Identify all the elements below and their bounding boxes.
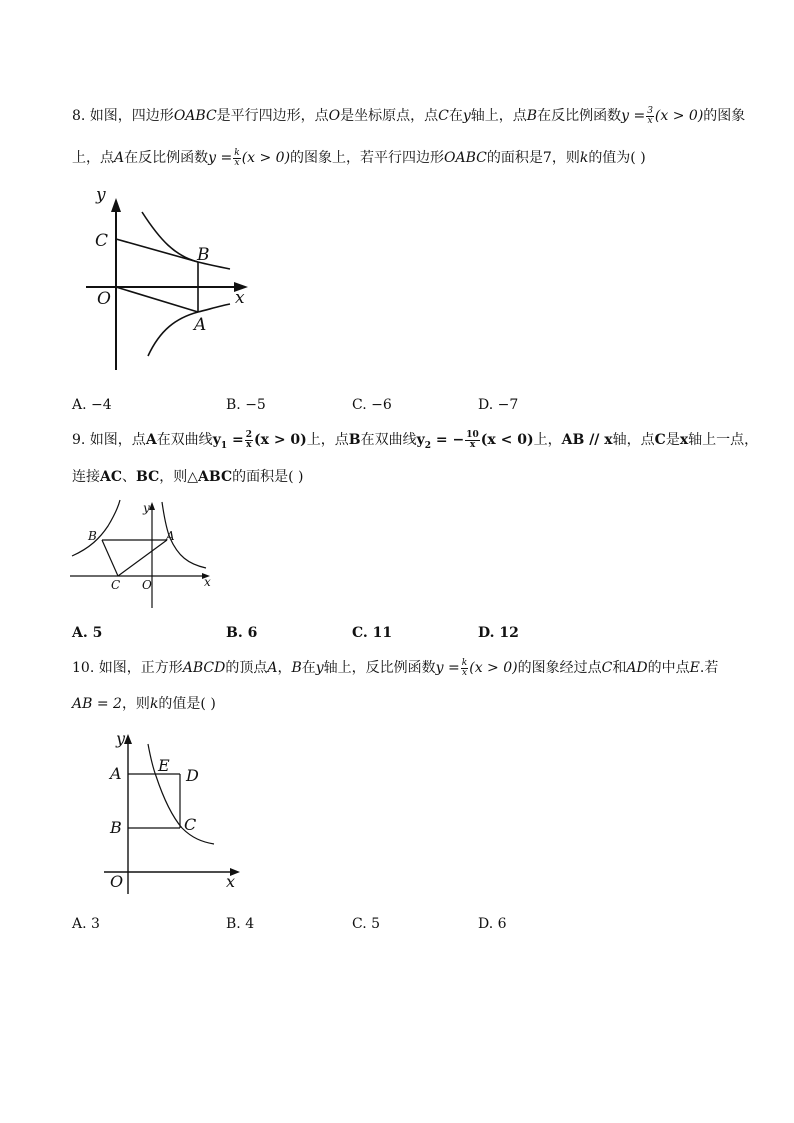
q9-label-x: x (204, 575, 211, 589)
q10-text: 的顶点 (225, 660, 268, 676)
q9-func2-num: 10 (466, 429, 479, 440)
q8-math-OABC: OABC (173, 108, 217, 124)
q10-math-E: E (689, 660, 700, 676)
q9-curve-left (72, 500, 120, 556)
q9-func2-eq: = − (431, 432, 465, 448)
q8-math-OABC: OABC (444, 150, 487, 166)
q10-label-A: A (110, 764, 122, 783)
q8-func2-cond: (x > 0) (241, 150, 291, 166)
q8-side-CB (116, 239, 198, 262)
q8-curve-upper (142, 212, 230, 269)
q9-math-BC: BC (136, 469, 160, 485)
q10-math-k: k (149, 696, 159, 712)
q9-math-triangle: △ABC (187, 469, 233, 485)
q8-text: 的图象 (703, 108, 746, 124)
q8-func1-lhs: y = (621, 108, 646, 124)
q9-option-d[interactable]: D. 12 (478, 625, 519, 641)
q8-option-b[interactable]: B. −5 (226, 397, 266, 413)
q8-option-c[interactable]: C. −6 (352, 397, 392, 413)
q9-func2-lhs: y (416, 432, 425, 448)
q9-text: 连接 (72, 469, 100, 485)
q10-func-den: x (461, 667, 468, 678)
q10-label-E: E (158, 756, 170, 775)
q9-func1-cond: (x > 0) (253, 432, 307, 448)
q10-label-O: O (110, 872, 124, 891)
q9-option-b[interactable]: B. 6 (226, 625, 258, 641)
q9-func1-fraction (245, 431, 253, 450)
q10-label-x: x (226, 872, 236, 891)
q10-option-c[interactable]: C. 5 (352, 916, 381, 932)
q8-stem-line2 (72, 148, 646, 168)
q9-text: 上， (533, 432, 562, 448)
q10-stem-line1 (72, 658, 718, 678)
q9-text: 在双曲线 (360, 432, 417, 448)
q9-func1-num: 2 (245, 429, 252, 440)
q8-math-C: C (438, 108, 449, 124)
q8-text: 的面积是7，则 (486, 150, 580, 166)
q9-side-BC (102, 540, 118, 576)
q10-text: ，则 (121, 696, 150, 712)
q9-option-c[interactable]: C. 11 (352, 625, 393, 641)
q9-math-A: A (145, 432, 157, 448)
q10-text: 和 (612, 660, 627, 676)
q9-label-A: A (166, 529, 175, 543)
q9-figure (70, 498, 215, 613)
q10-text: 10. 如图，正方形 (72, 660, 183, 676)
q8-label-x: x (235, 288, 245, 308)
q9-text: 轴上一点， (688, 432, 759, 448)
q8-func1-num: 3 (647, 105, 653, 116)
q8-option-d[interactable]: D. −7 (478, 397, 519, 413)
q9-side-CA (118, 540, 167, 576)
q9-text: 上，点 (306, 432, 349, 448)
q10-text: ， (277, 660, 292, 676)
q8-text: 的图象上，若平行四边形 (290, 150, 445, 166)
q8-text: 轴上，点 (470, 108, 527, 124)
q9-func2-sub: 2 (424, 440, 432, 451)
q10-label-y: y (116, 729, 126, 748)
q10-math-A: A (267, 660, 278, 676)
q10-label-B: B (110, 818, 122, 837)
q10-text: 的中点 (647, 660, 690, 676)
q9-text: 是 (665, 432, 680, 448)
q9-math-AC: AC (100, 469, 123, 485)
q10-math-B: B (291, 660, 302, 676)
q10-label-C: C (184, 815, 197, 834)
q8-label-A: A (194, 315, 207, 335)
q10-option-b[interactable]: B. 4 (226, 916, 255, 932)
q10-func-fraction (461, 659, 468, 678)
q10-func-cond: (x > 0) (469, 660, 518, 676)
q8-func1-fraction (646, 107, 654, 126)
q8-label-C: C (95, 231, 109, 251)
q10-text: 的图象经过点 (517, 660, 602, 676)
q9-func1-eq: = (227, 432, 244, 448)
q8-math-A: A (114, 150, 125, 166)
q8-option-a[interactable]: A. −4 (72, 397, 112, 413)
q9-func1-sub: 1 (220, 440, 228, 451)
q10-figure (100, 730, 250, 895)
q8-figure (80, 185, 260, 375)
q10-math-y: y (315, 660, 324, 676)
q8-text: 是坐标原点，点 (340, 108, 439, 124)
q8-y-arrow (111, 198, 121, 212)
q10-math-AD: AD (626, 660, 648, 676)
q10-option-d[interactable]: D. 6 (478, 916, 507, 932)
q10-stem-line2 (72, 694, 216, 714)
q8-text: 的值为( ) (588, 150, 646, 166)
q9-text: 9. 如图，点 (72, 432, 146, 448)
q8-curve-lower (148, 304, 230, 356)
q9-text: 的面积是( ) (232, 469, 304, 485)
q9-label-B: B (88, 529, 97, 543)
q10-func-lhs: y = (435, 660, 460, 676)
q10-math-C: C (601, 660, 613, 676)
q8-func2-num: k (234, 147, 240, 158)
q10-option-a[interactable]: A. 3 (72, 916, 100, 932)
q8-func1-cond: (x > 0) (654, 108, 704, 124)
q9-func2-fraction (465, 431, 480, 450)
q8-func1-den: x (647, 115, 653, 126)
q8-func2-fraction (233, 149, 240, 168)
q9-option-a[interactable]: A. 5 (72, 625, 103, 641)
q8-label-y: y (96, 185, 106, 205)
q9-stem-line1 (72, 430, 758, 456)
q9-func1-den: x (246, 439, 252, 450)
q8-text: 在反比例函数 (537, 108, 622, 124)
q10-y-arrow (124, 734, 132, 744)
q9-label-C: C (111, 578, 121, 592)
q8-text: 在反比例函数 (124, 150, 209, 166)
q8-label-B: B (197, 245, 210, 265)
q9-text: 在双曲线 (156, 432, 213, 448)
q9-y-arrow (149, 502, 155, 510)
q8-math-O: O (328, 108, 341, 124)
q9-math-C: C (654, 432, 666, 448)
q10-label-D: D (186, 766, 199, 785)
q9-func1-lhs: y (212, 432, 221, 448)
q8-text: 是平行四边形，点 (216, 108, 329, 124)
q8-label-O: O (97, 289, 111, 309)
q10-text: 在 (301, 660, 316, 676)
q8-text: 上，点 (72, 150, 114, 166)
q10-math-ABCD: ABCD (182, 660, 226, 676)
q8-stem-line1 (72, 106, 745, 126)
q8-math-B: B (526, 108, 538, 124)
q9-func2-den: x (469, 439, 476, 450)
q9-math-AB: AB // x (561, 432, 613, 448)
q9-math-x: x (679, 432, 689, 448)
q10-func-num: k (461, 657, 468, 668)
q10-text: .若 (699, 660, 719, 676)
q9-text: ，则 (159, 469, 188, 485)
q9-text: 、 (122, 469, 137, 485)
q10-math-AB-eq: AB = 2 (72, 696, 122, 712)
q9-func2-cond: (x < 0) (480, 432, 534, 448)
q8-text: 8. 如图，四边形 (72, 108, 174, 124)
q9-text: 轴，点 (612, 432, 655, 448)
q10-text: 的值是( ) (158, 696, 216, 712)
q9-label-y: y (143, 501, 150, 515)
q8-text: 在 (448, 108, 463, 124)
q9-label-O: O (142, 578, 152, 592)
q10-text: 轴上，反比例函数 (323, 660, 436, 676)
q9-math-B: B (348, 432, 361, 448)
q9-stem-line2 (72, 467, 304, 487)
q8-func2-den: x (234, 157, 240, 168)
q8-side-OA (116, 287, 198, 312)
q8-math-y: y (462, 108, 471, 124)
q8-func2-lhs: y = (208, 150, 233, 166)
q8-math-k: k (579, 150, 589, 166)
